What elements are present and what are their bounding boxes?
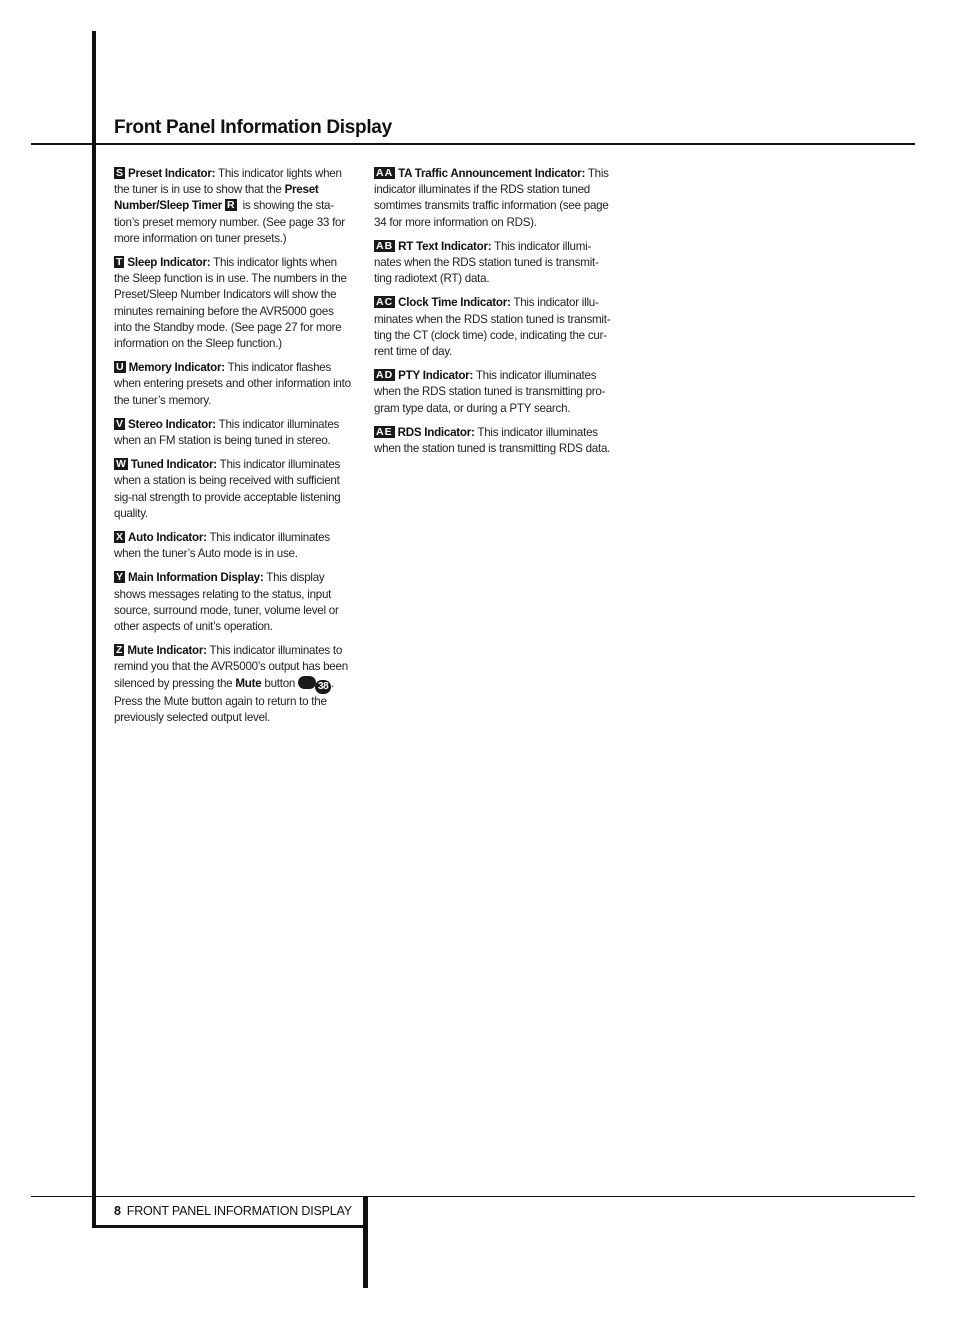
indicator-entry-ad: [374, 368, 614, 417]
entry-text: This indicator lights when the Sleep function is in use. The numbers in the Preset/Sleep Number Indicators will show the minutes remaining before the AVR5000 goes into the Standby mode. (See page 27 for more information on the Sleep function.): [114, 256, 347, 351]
entry-heading: Clock Time Indicator:: [398, 296, 511, 310]
remote-button-number: 38: [315, 680, 331, 694]
indicator-entry-w: [114, 457, 352, 522]
entry-heading: RT Text Indicator:: [398, 239, 492, 253]
callout-badge-aa: AA: [376, 167, 394, 179]
indicator-entry-v: [114, 417, 352, 449]
indicator-entry-ab: [374, 239, 614, 288]
entry-heading: Memory Indicator:: [128, 361, 225, 375]
indicator-entry-y: [114, 570, 352, 635]
entry-heading: Preset Number/Sleep Timer: [114, 183, 319, 213]
entry-text: This indicator illuminates when a station is being received with sufficient sig-nal strength to provide acceptable listening quality.: [114, 458, 341, 520]
callout-badge-z: Z: [116, 644, 123, 657]
entry-heading: Auto Indicator:: [128, 531, 207, 545]
page-footer: [114, 1204, 352, 1218]
callout-badge-u: U: [116, 361, 124, 374]
entry-heading: Mute Indicator:: [127, 644, 207, 658]
entry-text: . Press the Mute button again to return to the previously selected output level.: [114, 676, 335, 724]
indicator-entry-z: [114, 643, 352, 726]
entry-heading: Mute: [235, 676, 262, 690]
page-number: 8: [114, 1204, 121, 1218]
entry-text: This indicator lights when the tuner is in use to show that the: [114, 167, 342, 197]
entry-text: This indicator illuminates when an FM station is being tuned in stereo.: [114, 417, 340, 448]
right-column: [374, 166, 614, 465]
indicator-entry-t: [114, 255, 352, 352]
callout-badge-ae: AE: [376, 425, 393, 438]
entry-heading: Main Information Display:: [128, 571, 264, 585]
entry-text: This indicator flashes when entering presets and other information into the tuner’s memory.: [114, 361, 351, 407]
indicator-entry-s: [114, 166, 352, 247]
entry-heading: Preset Indicator:: [128, 167, 216, 180]
footer-divider-bar: [363, 1197, 368, 1288]
indicator-entry-u: [114, 360, 352, 409]
callout-badge-r: R: [227, 199, 235, 212]
entry-text: is showing the sta-tion’s preset memory number. (See page 33 for more information on tuner presets.): [114, 199, 345, 245]
page-title: Front Panel Information Display: [114, 117, 392, 138]
entry-text: This indicator illu-minates when the RDS station tuned is transmit-ting the CT (clock time) code, indicating the cur-rent time of day.: [374, 296, 611, 359]
entry-text: This indicator illuminates if the RDS station tuned somtimes transmits traffic information (see page 34 for more information on RDS).: [374, 167, 609, 229]
entry-heading: Tuned Indicator:: [130, 458, 217, 472]
entry-heading: Stereo Indicator:: [128, 417, 216, 431]
entry-text: This indicator illuminates to remind you that the AVR5000’s output has been silenced by pressing the: [114, 644, 348, 690]
entry-heading: RDS Indicator:: [397, 425, 475, 439]
entry-text: This indicator illumi-nates when the RDS station tuned is transmit-ting radiotext (RT) data.: [374, 239, 599, 286]
callout-badge-x: X: [116, 531, 124, 544]
callout-badge-ab: AB: [376, 239, 394, 252]
entry-text: This display shows messages relating to the status, input source, surround mode, tuner, volume level or other aspects of unit’s operation.: [114, 571, 339, 634]
remote-button-icon: [298, 676, 316, 689]
indicator-entry-aa: [374, 166, 614, 231]
callout-badge-s: S: [116, 167, 124, 179]
entry-text: button: [261, 676, 299, 690]
callout-badge-t: T: [116, 256, 123, 269]
indicator-entry-ae: [374, 425, 614, 457]
entry-text: This indicator illuminates when the RDS station tuned is transmitting pro-gram type data, or during a PTY search.: [374, 369, 606, 415]
entry-heading: Sleep Indicator:: [127, 256, 211, 270]
footer-rule: [31, 1196, 915, 1197]
callout-badge-v: V: [116, 417, 124, 430]
indicator-entry-x: [114, 530, 352, 562]
left-margin-bar: [92, 31, 96, 1227]
callout-badge-w: W: [116, 458, 126, 471]
title-rule: [31, 143, 915, 145]
callout-badge-ac: AC: [376, 296, 394, 309]
left-column: [114, 166, 352, 734]
entry-text: This indicator illuminates when the tuner’s Auto mode is in use.: [114, 531, 330, 561]
entry-heading: TA Traffic Announcement Indicator:: [398, 167, 586, 180]
entry-heading: PTY Indicator:: [398, 369, 474, 383]
entry-text: This indicator illuminates when the station tuned is transmitting RDS data.: [374, 425, 611, 456]
callout-badge-y: Y: [116, 571, 124, 584]
footer-underline: [92, 1225, 368, 1228]
indicator-entry-ac: [374, 295, 614, 360]
callout-badge-ad: AD: [376, 369, 394, 382]
footer-section-title: FRONT PANEL INFORMATION DISPLAY: [126, 1204, 352, 1218]
